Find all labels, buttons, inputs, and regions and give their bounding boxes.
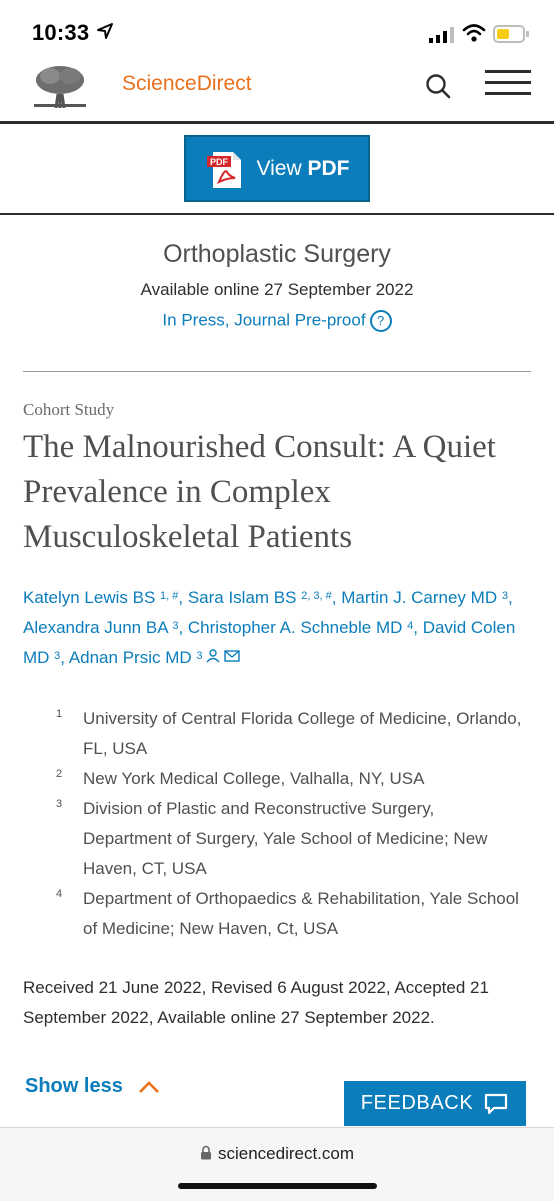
author-list	[23, 583, 533, 673]
author-affiliation-ref: 3	[54, 650, 61, 662]
affiliation-text: University of Central Florida College of Medicine, Orlando, FL, USA	[83, 709, 522, 758]
signal-icon	[429, 27, 455, 43]
author-affiliation-ref: 3	[196, 650, 203, 662]
author-separator: ,	[331, 588, 342, 607]
affiliation-item	[56, 704, 526, 764]
author-name: Christopher A. Schneble MD	[187, 618, 408, 637]
elsevier-logo	[32, 64, 88, 108]
author-affiliation-ref: 3	[172, 620, 179, 632]
affiliation-item	[56, 884, 526, 944]
affiliation-list	[56, 704, 526, 944]
pdf-file-icon	[205, 148, 245, 190]
author-link[interactable]	[69, 648, 247, 667]
chat-icon	[483, 1092, 509, 1116]
show-less-button[interactable]	[25, 1075, 161, 1098]
lock-icon	[200, 1145, 212, 1160]
contact-icons[interactable]	[206, 649, 246, 663]
person-icon	[207, 650, 219, 662]
author-link[interactable]	[23, 588, 178, 607]
status-time: 10:33	[32, 20, 90, 45]
view-pdf-label: View PDF	[256, 156, 350, 180]
author-name: Alexandra Junn BA	[23, 618, 173, 637]
section-divider	[0, 213, 554, 215]
browser-bottom-bar	[0, 1127, 554, 1201]
author-link[interactable]	[188, 588, 332, 607]
author-name: Sara Islam BS	[187, 588, 302, 607]
url-text: sciencedirect.com	[217, 1144, 355, 1163]
author-name: Martin J. Carney MD	[341, 588, 502, 607]
affiliation-number: 3	[56, 798, 63, 810]
author-name: Katelyn Lewis BS	[23, 588, 161, 607]
article-type: Cohort Study	[23, 400, 115, 419]
help-icon[interactable]: ?	[370, 310, 392, 332]
in-press-label: In Press, Journal Pre-proof	[162, 310, 366, 330]
author-link[interactable]	[188, 618, 413, 637]
affiliation-item	[56, 794, 526, 884]
author-separator: ,	[413, 618, 423, 637]
affiliation-text: Division of Plastic and Reconstructive Surgery, Department of Surgery, Yale School of Medicine; New Haven, CT, USA	[83, 799, 488, 878]
author-name: Adnan Prsic MD	[68, 648, 197, 667]
search-icon[interactable]	[424, 72, 452, 100]
menu-icon[interactable]	[485, 70, 531, 96]
in-press-status[interactable]	[0, 310, 554, 332]
chevron-up-icon	[137, 1079, 161, 1095]
journal-title[interactable]: Orthoplastic Surgery	[163, 240, 391, 268]
author-separator: ,	[507, 588, 513, 607]
article-title: The Malnourished Consult: A Quiet Prevalence in Complex Musculoskeletal Patients	[23, 429, 496, 555]
view-pdf-button[interactable]	[184, 135, 370, 202]
availability-date: Available online 27 September 2022	[140, 280, 414, 299]
author-affiliation-ref: 2, 3, #	[301, 590, 332, 602]
affiliation-item	[56, 764, 526, 794]
affiliation-number: 1	[56, 708, 63, 720]
author-affiliation-ref: 4	[407, 620, 414, 632]
feedback-label: FEEDBACK	[360, 1092, 474, 1114]
affiliation-number: 4	[56, 888, 63, 900]
show-less-label: Show less	[25, 1075, 123, 1097]
url-bar[interactable]	[0, 1144, 554, 1164]
battery-icon	[493, 24, 529, 44]
wifi-icon	[462, 24, 486, 42]
brand-name[interactable]: ScienceDirect	[122, 72, 252, 95]
author-affiliation-ref: 3	[501, 590, 508, 602]
article-dates: Received 21 June 2022, Revised 6 August 2022, Accepted 21 September 2022, Available online 27 September 2022.	[23, 978, 489, 1027]
section-divider	[23, 371, 531, 372]
author-link[interactable]	[341, 588, 508, 607]
author-affiliation-ref: 1, #	[160, 590, 179, 602]
mail-icon	[225, 651, 239, 661]
author-separator: ,	[178, 588, 188, 607]
affiliation-text: New York Medical College, Valhalla, NY, USA	[83, 769, 425, 788]
author-separator: ,	[178, 618, 188, 637]
home-indicator[interactable]	[178, 1183, 377, 1189]
affiliation-number: 2	[56, 768, 63, 780]
author-link[interactable]	[23, 618, 178, 637]
author-name: David Colen MD	[23, 618, 516, 667]
feedback-button[interactable]	[344, 1081, 526, 1126]
svg-text:PDF: PDF	[209, 156, 228, 167]
author-separator: ,	[60, 648, 69, 667]
affiliation-text: Department of Orthopaedics & Rehabilitation, Yale School of Medicine; New Haven, Ct, USA	[83, 889, 519, 938]
header-divider	[0, 121, 554, 124]
location-arrow-icon	[96, 22, 114, 40]
